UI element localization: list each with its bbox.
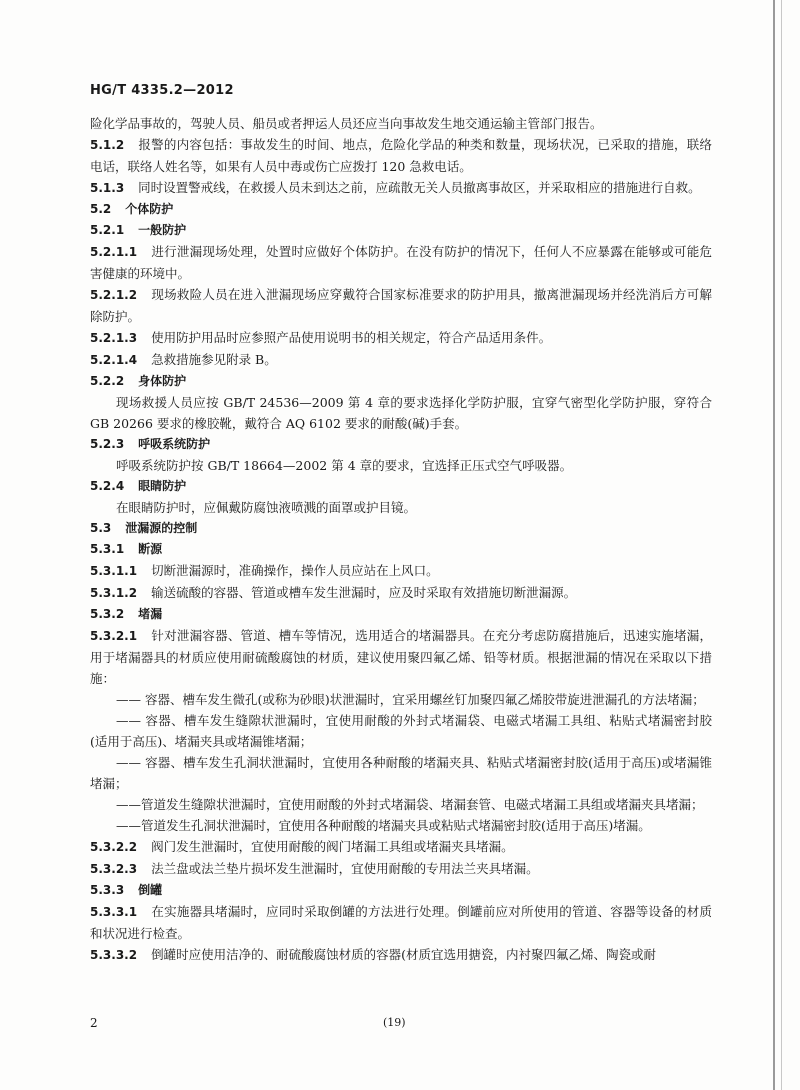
subsection-heading: 5.2.1 一般防护 bbox=[90, 223, 187, 237]
paragraph: 在眼睛防护时，应佩戴防腐蚀液喷溅的面罩或护目镜。 bbox=[116, 500, 417, 515]
clause-5-3-2-2: 5.3.2.2 阀门发生泄漏时，宜使用耐酸的阀门堵漏工具组或堵漏夹具堵漏。 bbox=[90, 839, 514, 854]
clause-5-2-1-3: 5.2.1.3 使用防护用品时应参照产品使用说明书的相关规定，符合产品适用条件。 bbox=[90, 330, 552, 345]
section-heading: 5.2 个体防护 bbox=[90, 202, 174, 216]
scan-edge-line bbox=[773, 0, 775, 1090]
list-item: ——管道发生孔洞状泄漏时，宜使用各种耐酸的堵漏夹具或粘贴式堵漏密封胶(适用于高压)堵漏。 bbox=[116, 818, 651, 833]
clause-5-3-3-2: 5.3.3.2 倒罐时应使用洁净的、耐硫酸腐蚀材质的容器(材质宜选用搪瓷，内衬聚四氟乙烯、陶瓷或耐 bbox=[90, 947, 656, 962]
clause-5-3-2-1: 5.3.2.1 针对泄漏容器、管道、槽车等情况，选用适合的堵漏器具。在充分考虑防腐措施后，迅速实施堵漏，用于堵漏器具的材质应使用耐硫酸腐蚀的材质，建议使用聚四氟乙烯、铅等材质。根据泄漏的情况在采取以下措施： bbox=[90, 628, 712, 686]
list-item: ——管道发生缝隙状泄漏时，宜使用耐酸的外封式堵漏袋、堵漏套管、电磁式堵漏工具组或堵漏夹具堵漏； bbox=[116, 797, 704, 812]
clause-5-2-1-2: 5.2.1.2 现场救险人员在进入泄漏现场应穿戴符合国家标准要求的防护用具，撤离泄漏现场并经洗消后方可解除防护。 bbox=[90, 287, 712, 324]
subsection-heading: 5.3.1 断源 bbox=[90, 542, 163, 556]
subsection-heading: 5.3.3 倒罐 bbox=[90, 883, 163, 897]
standard-code-header: HG/T 4335.2—2012 bbox=[90, 83, 234, 98]
footer-mark: (19) bbox=[383, 1016, 406, 1029]
paragraph: 呼吸系统防护按 GB/T 18664—2002 第 4 章的要求，宜选择正压式空气呼吸器。 bbox=[116, 458, 573, 473]
clause-5-3-1-2: 5.3.1.2 输送硫酸的容器、管道或槽车发生泄漏时，应及时采取有效措施切断泄漏源。 bbox=[90, 585, 577, 600]
scan-edge-line-secondary bbox=[781, 0, 782, 1090]
document-body bbox=[90, 113, 712, 966]
clause-5-1-3: 5.1.3 同时设置警戒线，在救援人员未到达之前，应疏散无关人员撤离事故区，并采取相应的措施进行自救。 bbox=[90, 180, 701, 195]
clause-5-2-1-1: 5.2.1.1 进行泄漏现场处理，处置时应做好个体防护。在没有防护的情况下，任何人不应暴露在能够或可能危害健康的环境中。 bbox=[90, 244, 712, 281]
paragraph: 现场救援人员应按 GB/T 24536—2009 第 4 章的要求选择化学防护服，宜穿气密型化学防护服，穿符合 GB 20266 要求的橡胶靴，戴符合 AQ 6102 要求的耐酸(碱)手套。 bbox=[90, 395, 712, 431]
subsection-heading: 5.2.2 身体防护 bbox=[90, 374, 187, 388]
clause-5-3-1-1: 5.3.1.1 切断泄漏源时，准确操作，操作人员应站在上风口。 bbox=[90, 563, 439, 578]
clause-5-2-1-4: 5.2.1.4 急救措施参见附录 B。 bbox=[90, 352, 277, 367]
clause-5-3-3-1: 5.3.3.1 在实施器具堵漏时，应同时采取倒罐的方法进行处理。倒罐前应对所使用的管道、容器等设备的材质和状况进行检查。 bbox=[90, 904, 712, 941]
subsection-heading: 5.3.2 堵漏 bbox=[90, 607, 163, 621]
list-item: —— 容器、槽车发生孔洞状泄漏时，宜使用各种耐酸的堵漏夹具、粘贴式堵漏密封胶(适用于高压)或堵漏锥堵漏； bbox=[90, 755, 712, 791]
section-heading: 5.3 泄漏源的控制 bbox=[90, 521, 198, 535]
subsection-heading: 5.2.3 呼吸系统防护 bbox=[90, 437, 211, 451]
subsection-heading: 5.2.4 眼睛防护 bbox=[90, 479, 187, 493]
page-number: 2 bbox=[90, 1016, 98, 1030]
paragraph: 险化学品事故的，驾驶人员、船员或者押运人员还应当向事故发生地交通运输主管部门报告。 bbox=[90, 116, 603, 131]
list-item: —— 容器、槽车发生缝隙状泄漏时，宜使用耐酸的外封式堵漏袋、电磁式堵漏工具组、粘贴式堵漏密封胶(适用于高压)、堵漏夹具或堵漏锥堵漏； bbox=[90, 713, 712, 749]
clause-5-3-2-3: 5.3.2.3 法兰盘或法兰垫片损坏发生泄漏时，宜使用耐酸的专用法兰夹具堵漏。 bbox=[90, 861, 539, 876]
clause-5-1-2: 5.1.2 报警的内容包括：事故发生的时间、地点，危险化学品的种类和数量，现场状况，已采取的措施，联络电话，联络人姓名等，如果有人员中毒或伤亡应拨打 120 急救电话。 bbox=[90, 137, 712, 174]
list-item: —— 容器、槽车发生微孔(或称为砂眼)状泄漏时，宜采用螺丝钉加聚四氟乙烯胶带旋进泄漏孔的方法堵漏； bbox=[116, 692, 705, 707]
